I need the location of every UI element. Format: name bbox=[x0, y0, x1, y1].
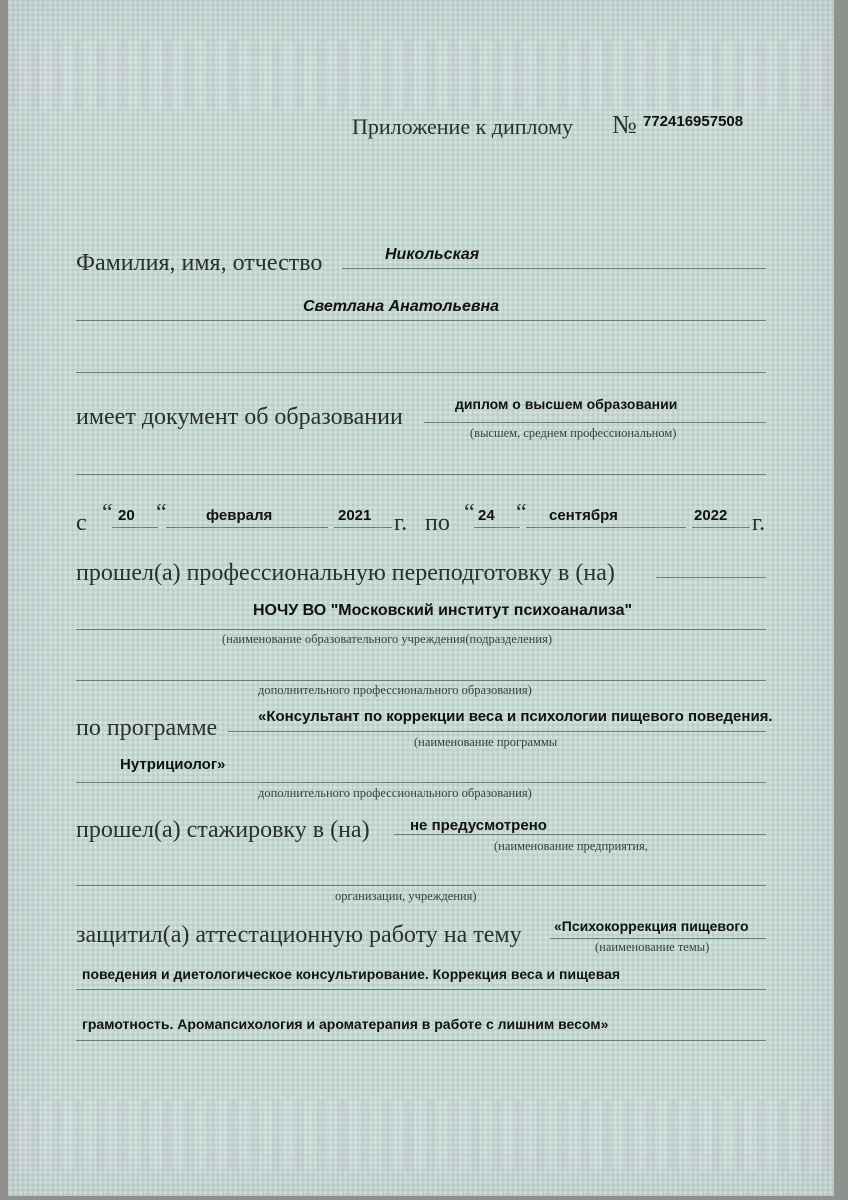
internship-line-2 bbox=[76, 885, 766, 886]
thesis-line-2 bbox=[76, 989, 766, 990]
program-hint: (наименование программы bbox=[414, 735, 558, 749]
internship-value: не предусмотрено bbox=[410, 817, 547, 834]
retraining-hint-2: дополнительного профессионального образования) bbox=[258, 683, 532, 697]
to-month-line bbox=[526, 527, 686, 528]
program-label: по программе bbox=[76, 715, 218, 741]
fio-label: Фамилия, имя, отчество bbox=[76, 250, 323, 276]
retraining-line-2 bbox=[76, 629, 766, 630]
fio-line-3 bbox=[76, 372, 766, 373]
retraining-line-3 bbox=[76, 680, 766, 681]
to-year-suffix: г. bbox=[752, 510, 766, 536]
decorative-bottom-band bbox=[8, 1100, 834, 1170]
to-year-line bbox=[692, 527, 750, 528]
from-year: 2021 bbox=[338, 507, 372, 524]
thesis-value-2: поведения и диетологическое консультирование. Коррекция веса и пищевая bbox=[82, 966, 621, 982]
diploma-number: 772416957508 bbox=[643, 113, 744, 130]
education-value: диплом о высшем образовании bbox=[455, 396, 678, 412]
program-value-2: Нутрициолог» bbox=[120, 756, 226, 773]
retraining-label: прошел(а) профессиональную переподготовку в (на) bbox=[76, 560, 615, 586]
to-month: сентября bbox=[549, 507, 618, 524]
from-day-line bbox=[112, 527, 158, 528]
internship-line-1 bbox=[394, 834, 766, 835]
period-from-prefix: с bbox=[76, 510, 87, 536]
header-title: Приложение к диплому bbox=[352, 114, 573, 139]
thesis-value-3: грамотность. Аромапсихология и ароматерапия в работе с лишним весом» bbox=[82, 1016, 609, 1032]
thesis-line-1 bbox=[550, 938, 766, 939]
number-sign: № bbox=[612, 110, 637, 139]
fio-line-1 bbox=[342, 268, 766, 269]
quote-open-2: “ bbox=[464, 500, 475, 526]
education-line-2 bbox=[76, 474, 766, 475]
education-label: имеет документ об образовании bbox=[76, 404, 403, 430]
thesis-label: защитил(а) аттестационную работу на тему bbox=[76, 922, 522, 948]
quote-open-1: “ bbox=[102, 500, 113, 526]
decorative-top-band bbox=[8, 40, 834, 110]
program-hint-2: дополнительного профессионального образования) bbox=[258, 786, 532, 800]
thesis-hint: (наименование темы) bbox=[595, 940, 710, 954]
fio-line-2 bbox=[76, 320, 766, 321]
thesis-value-1: «Психокоррекция пищевого bbox=[554, 918, 749, 934]
program-line-2 bbox=[76, 782, 766, 783]
quote-close-2: “ bbox=[516, 500, 527, 526]
internship-hint: (наименование предприятия, bbox=[494, 839, 648, 853]
from-month: февраля bbox=[206, 507, 273, 524]
quote-close-1: “ bbox=[156, 500, 167, 526]
to-day-line bbox=[474, 527, 520, 528]
thesis-line-3 bbox=[76, 1040, 766, 1041]
education-line bbox=[424, 422, 766, 423]
retraining-line-1 bbox=[656, 577, 766, 578]
internship-label: прошел(а) стажировку в (на) bbox=[76, 817, 370, 843]
fio-surname: Никольская bbox=[385, 246, 480, 263]
to-year: 2022 bbox=[694, 507, 728, 524]
program-value-1: «Консультант по коррекции веса и психологии пищевого поведения. bbox=[258, 708, 773, 725]
to-day: 24 bbox=[478, 507, 495, 524]
internship-hint-2: организации, учреждения) bbox=[335, 889, 477, 903]
from-year-line bbox=[334, 527, 392, 528]
from-day: 20 bbox=[118, 507, 135, 524]
program-line-1 bbox=[228, 731, 766, 732]
retraining-hint: (наименование образовательного учреждения(подразделения) bbox=[222, 632, 552, 646]
fio-name: Светлана Анатольевна bbox=[303, 298, 500, 315]
retraining-institution: НОЧУ ВО "Московский институт психоанализа" bbox=[253, 602, 633, 619]
from-month-line bbox=[166, 527, 328, 528]
period-to-prefix: по bbox=[425, 510, 450, 536]
from-year-suffix: г. bbox=[394, 510, 408, 536]
education-hint: (высшем, среднем профессиональном) bbox=[470, 426, 677, 440]
